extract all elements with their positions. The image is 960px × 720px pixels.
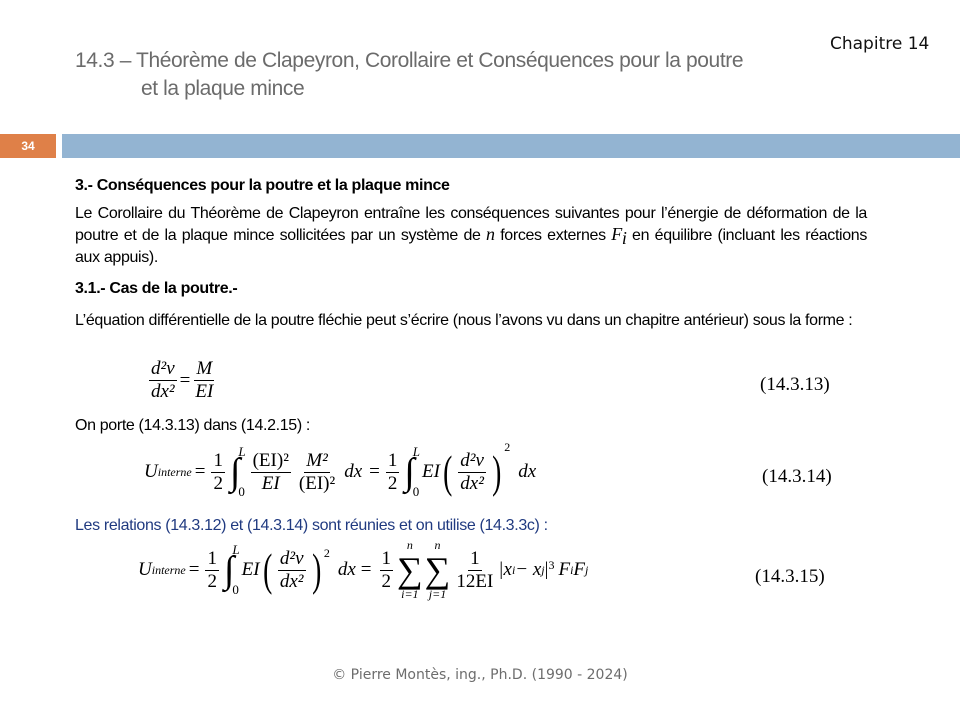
paragraph-2: L’équation différentielle de la poutre fléchie peut s’écrire (nous l’avons vu dans un chapitre antérieur) sous la forme : bbox=[75, 312, 853, 329]
eq-den: dx² bbox=[151, 381, 175, 402]
eq-den: (EI)² bbox=[298, 472, 336, 494]
eq-dx: dx bbox=[518, 461, 537, 482]
exponent: 3 bbox=[548, 558, 555, 572]
eq-F: F bbox=[558, 559, 571, 580]
header-bar bbox=[62, 134, 960, 158]
sum-lower: i=1 bbox=[401, 587, 419, 601]
eq-den: 2 bbox=[381, 570, 391, 592]
lower-limit: 0 bbox=[232, 582, 239, 597]
eq-abs-open: |x bbox=[498, 559, 512, 580]
eq-abs-close: | bbox=[544, 559, 549, 580]
math-sub: i bbox=[621, 228, 627, 249]
equation-14-3-13 bbox=[146, 358, 218, 403]
eq-EI: EI bbox=[422, 461, 440, 482]
title-line-1: 14.3 – Théorème de Clapeyron, Corollaire et Conséquences pour la poutre bbox=[75, 49, 744, 72]
eq-den: 2 bbox=[387, 472, 398, 494]
sum-sign: ∑ bbox=[397, 550, 423, 590]
exponent: 2 bbox=[323, 546, 330, 560]
exponent: 2 bbox=[504, 440, 511, 454]
eq-sub: i bbox=[511, 562, 516, 577]
integral-sign: ∫ bbox=[229, 451, 241, 493]
eq-den: 12EI bbox=[456, 570, 494, 592]
eq-den: 2 bbox=[213, 472, 223, 494]
eq-sub: interne bbox=[157, 464, 192, 479]
equation-label: (14.3.13) bbox=[760, 374, 830, 395]
eq-dx: dx bbox=[344, 461, 363, 482]
eq-num: d²v bbox=[279, 547, 304, 569]
integral-sign: ∫ bbox=[404, 451, 415, 493]
eq-sign: = bbox=[188, 559, 200, 580]
sum-upper: n bbox=[406, 538, 413, 552]
equation-label: (14.3.14) bbox=[762, 466, 832, 487]
eq-sign: = bbox=[360, 559, 372, 580]
subsection-heading: 3.1.- Cas de la poutre.- bbox=[75, 280, 238, 297]
section-heading: 3.- Conséquences pour la poutre et la plaque mince bbox=[75, 177, 450, 194]
paragraph-1 bbox=[75, 204, 867, 268]
eq-den: 2 bbox=[207, 570, 217, 592]
eq-sub: j bbox=[541, 562, 545, 577]
eq-den: dx² bbox=[460, 472, 484, 494]
eq-den: dx² bbox=[279, 570, 304, 592]
eq-num: 1 bbox=[470, 547, 480, 569]
eq-num: (EI)² bbox=[252, 449, 289, 471]
title-line-2: et la plaque mince bbox=[141, 77, 305, 100]
eq-num: d²v bbox=[151, 358, 175, 379]
eq-EI: EI bbox=[241, 559, 260, 580]
eq-sub: i bbox=[570, 562, 574, 577]
eq-num: M bbox=[196, 358, 213, 379]
eq-dx: dx bbox=[337, 559, 356, 580]
equation-14-3-14: U interne = $\frac{1}{2}$ ∫ L 0 $\frac{\text{(EI)²}}{EI}$ $\frac{\text{M²}}{\text{(EI)²}}$ dx = $\frac{1}{2}$ ∫ L 0 EI ( $\frac{\text{d²v}}{\text{dx²}}$ ) $^2$ dx bbox=[144, 440, 537, 499]
eq-num: M² bbox=[306, 449, 328, 471]
math-n: n bbox=[486, 224, 495, 244]
footer-copyright: © Pierre Montès, ing., Ph.D. (1990 - 2024) bbox=[332, 667, 628, 683]
eq-F: F bbox=[573, 559, 586, 580]
text: forces externes bbox=[494, 227, 612, 244]
eq-sign: = bbox=[179, 369, 191, 391]
eq-sign: = bbox=[369, 461, 380, 482]
eq-U: U bbox=[144, 461, 158, 482]
eq-num: 1 bbox=[381, 547, 391, 569]
equation-label: (14.3.15) bbox=[755, 566, 825, 587]
integral-sign: ∫ bbox=[223, 549, 235, 591]
eq-num: d²v bbox=[460, 449, 484, 471]
eq-den: EI bbox=[195, 381, 214, 402]
upper-limit: L bbox=[412, 444, 421, 459]
eq-num: 1 bbox=[207, 547, 217, 569]
text: Le Corollaire du Théorème de Clapeyron entraîne les conséquences suivantes pour l’énergie de déformation de la poutre et de la plaque mince sollicitées par un système de bbox=[75, 205, 867, 244]
chapter-label: Chapitre 14 bbox=[830, 34, 930, 54]
eq-num: 1 bbox=[387, 449, 398, 471]
eq-minus: − x bbox=[515, 559, 542, 580]
lower-limit: 0 bbox=[412, 484, 420, 499]
sum-lower: j=1 bbox=[428, 587, 447, 601]
text: en équilibre (incluant les réactions aux appuis). bbox=[75, 227, 867, 267]
page-number: 34 bbox=[0, 134, 56, 158]
eq-sub: j bbox=[585, 562, 589, 577]
slide-title bbox=[75, 47, 815, 103]
paragraph-3: On porte (14.3.13) dans (14.2.15) : bbox=[75, 417, 311, 434]
sum-upper: n bbox=[434, 538, 441, 552]
upper-limit: L bbox=[232, 542, 240, 557]
equation-14-3-15: U interne = $\frac{1}{2}$ ∫ L 0 EI ( $\frac{\text{d²v}}{\text{dx²}}$ ) $^2$ dx = $\frac{1}{2}$ n ∑ i=1 n ∑ j=1 $\frac{1}{12EI}$ |x i − x j | $^3$ F i F j bbox=[138, 538, 589, 601]
eq-sub: interne bbox=[151, 562, 186, 577]
eq-sign: = bbox=[194, 461, 206, 482]
eq-U: U bbox=[138, 559, 152, 580]
eq-den: EI bbox=[261, 472, 280, 494]
paragraph-4: Les relations (14.3.12) et (14.3.14) sont réunies et on utilise (14.3.3c) : bbox=[75, 517, 548, 534]
upper-limit: L bbox=[238, 444, 246, 459]
sum-sign: ∑ bbox=[424, 550, 451, 590]
lower-limit: 0 bbox=[238, 484, 245, 499]
math-F: F bbox=[611, 224, 622, 244]
eq-num: 1 bbox=[213, 449, 223, 471]
